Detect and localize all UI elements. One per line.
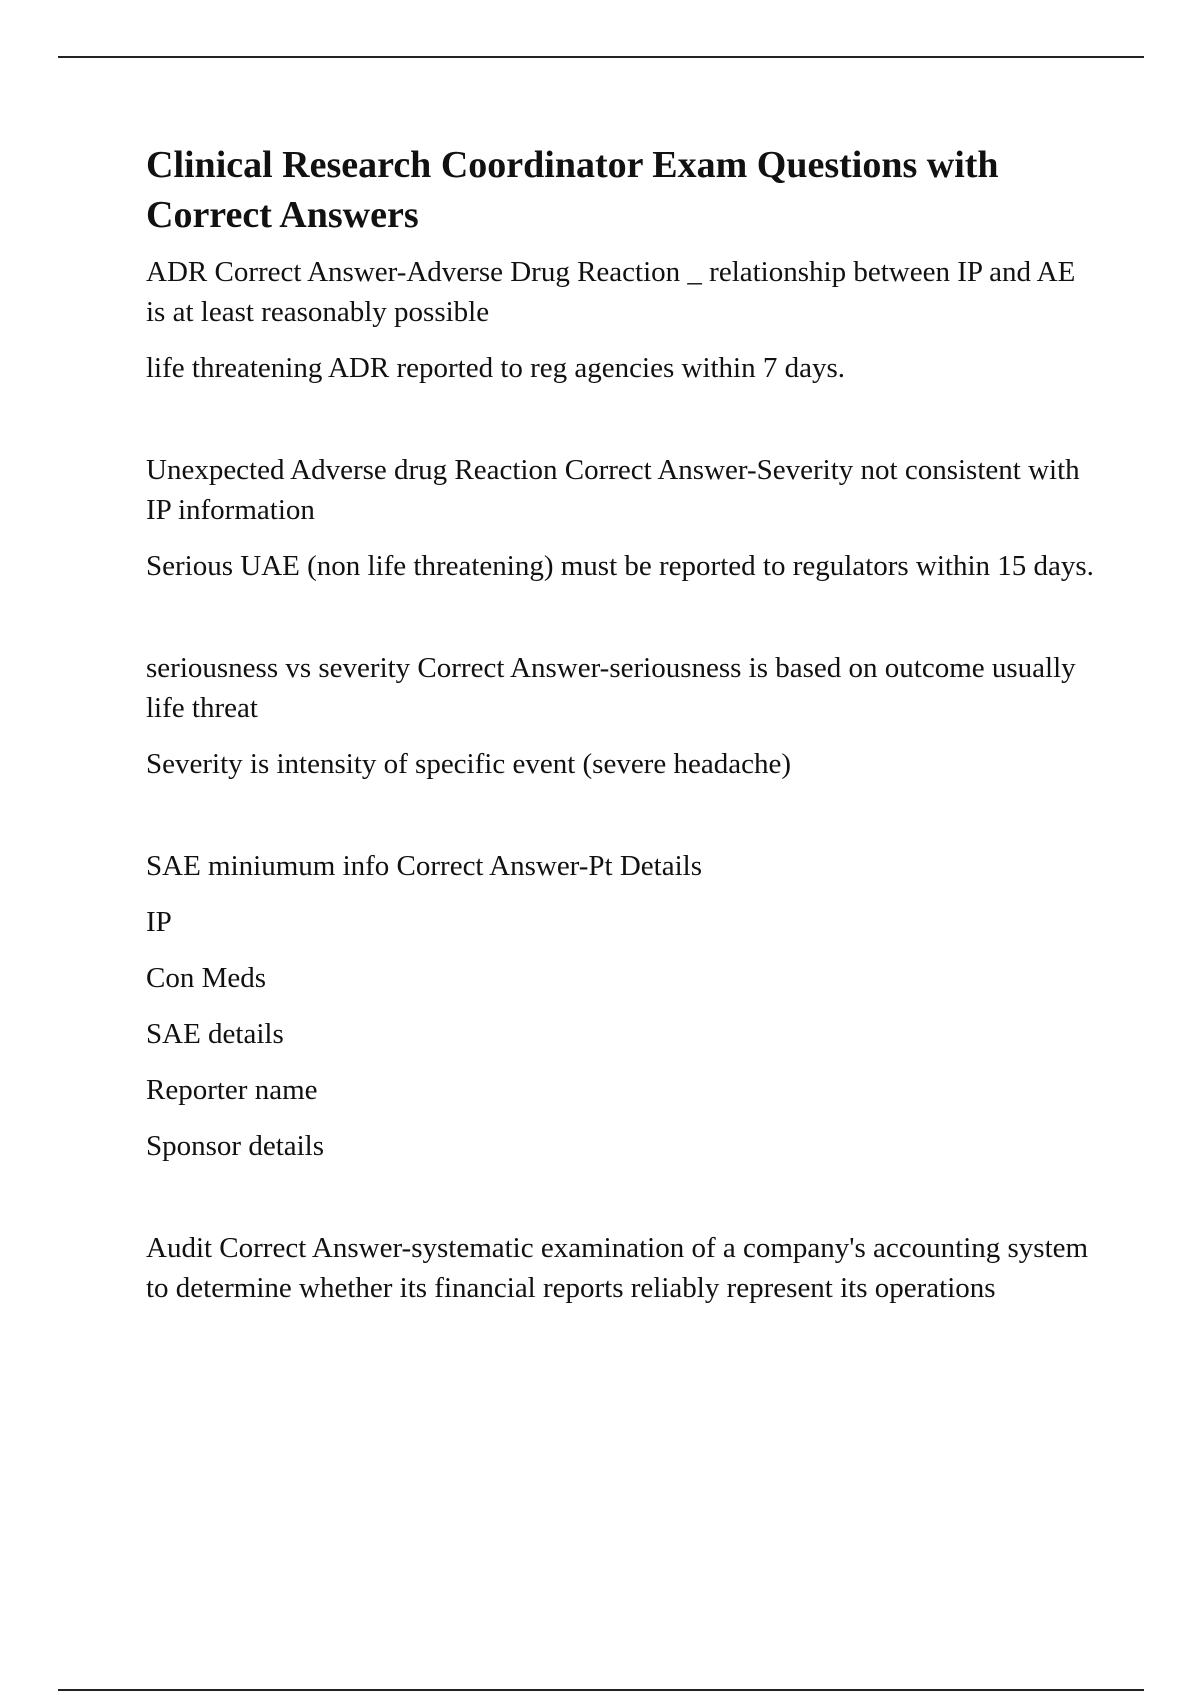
answer-paragraph: seriousness vs severity Correct Answer-seriousness is based on outcome usually life threat xyxy=(146,652,1076,724)
answer-list-item: Sponsor details xyxy=(146,1130,325,1162)
answer-list-item: SAE details xyxy=(146,1018,284,1050)
answer-paragraph: SAE miniumum info Correct Answer-Pt Details xyxy=(146,850,702,882)
answer-paragraph: Serious UAE (non life threatening) must be reported to regulators within 15 days. xyxy=(146,550,1094,582)
document-title: Clinical Research Coordinator Exam Questions with Correct Answers xyxy=(146,144,999,236)
qa-entry-adr xyxy=(146,252,1096,388)
answer-list-item: IP xyxy=(146,906,172,938)
answer-paragraph: Severity is intensity of specific event (severe headache) xyxy=(146,748,791,780)
answer-paragraph: ADR Correct Answer-Adverse Drug Reaction _ relationship between IP and AE is at least reasonably possible xyxy=(146,256,1076,328)
answer-paragraph: life threatening ADR reported to reg agencies within 7 days. xyxy=(146,352,846,384)
qa-entry-sae-minimum-info xyxy=(146,846,1096,1166)
bottom-divider xyxy=(58,1689,1144,1691)
document-body xyxy=(146,140,1096,1324)
answer-list-item: Con Meds xyxy=(146,962,267,994)
qa-entry-unexpected-adr xyxy=(146,450,1096,586)
top-divider xyxy=(58,56,1144,58)
answer-paragraph: Unexpected Adverse drug Reaction Correct Answer-Severity not consistent with IP information xyxy=(146,454,1080,526)
answer-paragraph: Audit Correct Answer-systematic examination of a company's accounting system to determine whether its financial reports reliably represent its operations xyxy=(146,1232,1089,1304)
qa-list xyxy=(146,252,1096,1308)
qa-entry-seriousness-vs-severity xyxy=(146,648,1096,784)
answer-list-item: Reporter name xyxy=(146,1074,318,1106)
qa-entry-audit xyxy=(146,1228,1096,1308)
